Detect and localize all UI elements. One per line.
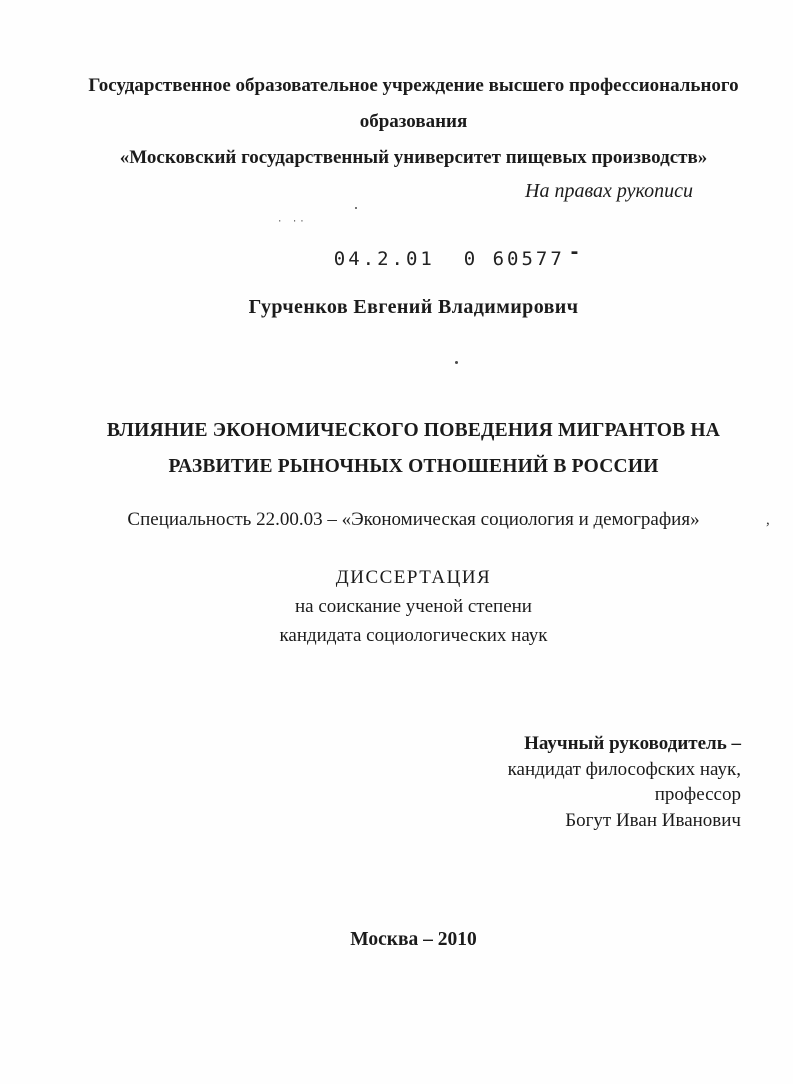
dissertation-degree-line-1: на соискание ученой степени <box>295 596 532 617</box>
supervisor-degree: кандидат философских наук, <box>507 758 741 780</box>
city-year-imprint: Москва – 2010 <box>350 929 477 950</box>
dissertation-word: ДИССЕРТАЦИЯ <box>335 567 492 588</box>
dissertation-degree-line-2: кандидата социологических наук <box>279 625 548 646</box>
dissertation-type-block <box>48 563 779 650</box>
institution-line-3: «Московский государственный университет пищевых производств» <box>119 147 708 168</box>
supervisor-rank: профессор <box>654 784 741 805</box>
manuscript-rights-note: На правах рукописи <box>525 180 693 202</box>
title-line-2: РАЗВИТИЕ РЫНОЧНЫХ ОТНОШЕНИЙ В РОССИИ <box>168 456 659 477</box>
stamp-dash-mark: - <box>568 241 581 263</box>
specialty-line: Специальность 22.00.03 – «Экономическая социология и демография» <box>127 509 700 530</box>
scan-artifact-dot <box>355 207 357 209</box>
stamp-code: 04.2.01 0 60577 <box>333 248 565 270</box>
supervisor-name: Богут Иван Иванович <box>565 809 741 831</box>
institution-header <box>48 68 779 176</box>
scan-artifact-dot <box>455 361 458 364</box>
institution-line-1: Государственное образовательное учреждение высшего профессионального <box>88 75 739 96</box>
supervisor-block <box>508 731 741 833</box>
author-name: Гурченков Евгений Владимирович <box>248 296 579 318</box>
scan-artifact-comma: , <box>766 512 770 528</box>
supervisor-label: Научный руководитель – <box>524 733 741 754</box>
title-line-1: ВЛИЯНИЕ ЭКОНОМИЧЕСКОГО ПОВЕДЕНИЯ МИГРАНТОВ НА <box>106 420 721 441</box>
library-stamp-number <box>276 217 581 292</box>
institution-line-2: образования <box>359 111 468 132</box>
dissertation-title <box>48 413 779 485</box>
stamp-noise-dots: · ·· <box>277 217 307 227</box>
